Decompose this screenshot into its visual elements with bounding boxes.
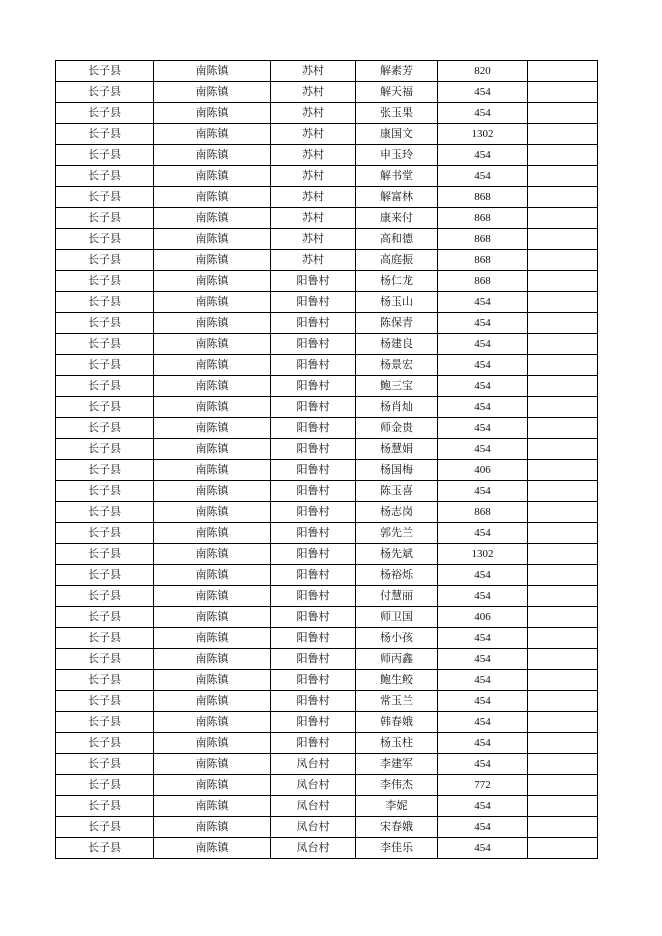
village-cell: 阳鲁村 xyxy=(271,397,356,418)
name-cell: 李妮 xyxy=(356,796,438,817)
note-cell xyxy=(528,628,598,649)
town-cell: 南陈镇 xyxy=(154,460,271,481)
amount-cell: 454 xyxy=(438,439,528,460)
village-cell: 凤台村 xyxy=(271,754,356,775)
name-cell: 杨建良 xyxy=(356,334,438,355)
amount-cell: 454 xyxy=(438,397,528,418)
amount-cell: 454 xyxy=(438,649,528,670)
name-cell: 杨志岗 xyxy=(356,502,438,523)
town-cell: 南陈镇 xyxy=(154,838,271,859)
name-cell: 康来付 xyxy=(356,208,438,229)
county-cell: 长子县 xyxy=(56,418,154,439)
table-row xyxy=(56,544,598,565)
table-body xyxy=(56,61,598,859)
village-cell: 阳鲁村 xyxy=(271,271,356,292)
table-row xyxy=(56,502,598,523)
county-cell: 长子县 xyxy=(56,61,154,82)
note-cell xyxy=(528,838,598,859)
table-row xyxy=(56,439,598,460)
village-cell: 阳鲁村 xyxy=(271,565,356,586)
note-cell xyxy=(528,502,598,523)
note-cell xyxy=(528,670,598,691)
village-cell: 阳鲁村 xyxy=(271,691,356,712)
amount-cell: 772 xyxy=(438,775,528,796)
amount-cell: 1302 xyxy=(438,544,528,565)
table-row xyxy=(56,712,598,733)
county-cell: 长子县 xyxy=(56,565,154,586)
note-cell xyxy=(528,187,598,208)
county-cell: 长子县 xyxy=(56,187,154,208)
amount-cell: 454 xyxy=(438,628,528,649)
table-row xyxy=(56,313,598,334)
name-cell: 高和德 xyxy=(356,229,438,250)
county-cell: 长子县 xyxy=(56,124,154,145)
county-cell: 长子县 xyxy=(56,670,154,691)
amount-cell: 454 xyxy=(438,292,528,313)
table-row xyxy=(56,355,598,376)
name-cell: 解素芳 xyxy=(356,61,438,82)
amount-cell: 454 xyxy=(438,82,528,103)
amount-cell: 454 xyxy=(438,754,528,775)
amount-cell: 454 xyxy=(438,481,528,502)
amount-cell: 454 xyxy=(438,733,528,754)
table-row xyxy=(56,691,598,712)
county-cell: 长子县 xyxy=(56,82,154,103)
town-cell: 南陈镇 xyxy=(154,439,271,460)
name-cell: 解富林 xyxy=(356,187,438,208)
town-cell: 南陈镇 xyxy=(154,376,271,397)
town-cell: 南陈镇 xyxy=(154,796,271,817)
name-cell: 师丙鑫 xyxy=(356,649,438,670)
village-cell: 苏村 xyxy=(271,103,356,124)
name-cell: 付慧丽 xyxy=(356,586,438,607)
village-cell: 阳鲁村 xyxy=(271,376,356,397)
village-cell: 苏村 xyxy=(271,229,356,250)
village-cell: 阳鲁村 xyxy=(271,712,356,733)
town-cell: 南陈镇 xyxy=(154,523,271,544)
town-cell: 南陈镇 xyxy=(154,691,271,712)
note-cell xyxy=(528,712,598,733)
note-cell xyxy=(528,607,598,628)
name-cell: 杨玉柱 xyxy=(356,733,438,754)
table-row xyxy=(56,733,598,754)
name-cell: 张玉果 xyxy=(356,103,438,124)
amount-cell: 868 xyxy=(438,250,528,271)
name-cell: 宋春娥 xyxy=(356,817,438,838)
name-cell: 鲍三宝 xyxy=(356,376,438,397)
amount-cell: 868 xyxy=(438,502,528,523)
table-row xyxy=(56,523,598,544)
village-cell: 阳鲁村 xyxy=(271,334,356,355)
name-cell: 杨仁龙 xyxy=(356,271,438,292)
name-cell: 杨玉山 xyxy=(356,292,438,313)
name-cell: 李佳乐 xyxy=(356,838,438,859)
name-cell: 杨肖灿 xyxy=(356,397,438,418)
county-cell: 长子县 xyxy=(56,145,154,166)
amount-cell: 454 xyxy=(438,670,528,691)
amount-cell: 454 xyxy=(438,103,528,124)
village-cell: 苏村 xyxy=(271,250,356,271)
note-cell xyxy=(528,61,598,82)
table-row xyxy=(56,607,598,628)
note-cell xyxy=(528,292,598,313)
town-cell: 南陈镇 xyxy=(154,313,271,334)
note-cell xyxy=(528,208,598,229)
county-cell: 长子县 xyxy=(56,460,154,481)
table-row xyxy=(56,271,598,292)
village-cell: 苏村 xyxy=(271,187,356,208)
amount-cell: 454 xyxy=(438,523,528,544)
table-row xyxy=(56,586,598,607)
county-cell: 长子县 xyxy=(56,103,154,124)
table-row xyxy=(56,796,598,817)
note-cell xyxy=(528,775,598,796)
table-row xyxy=(56,565,598,586)
table-row xyxy=(56,460,598,481)
village-cell: 阳鲁村 xyxy=(271,313,356,334)
village-cell: 阳鲁村 xyxy=(271,292,356,313)
note-cell xyxy=(528,691,598,712)
county-cell: 长子县 xyxy=(56,355,154,376)
town-cell: 南陈镇 xyxy=(154,397,271,418)
village-cell: 苏村 xyxy=(271,124,356,145)
note-cell xyxy=(528,271,598,292)
note-cell xyxy=(528,334,598,355)
note-cell xyxy=(528,313,598,334)
note-cell xyxy=(528,733,598,754)
table-row xyxy=(56,838,598,859)
county-cell: 长子县 xyxy=(56,817,154,838)
note-cell xyxy=(528,649,598,670)
note-cell xyxy=(528,355,598,376)
village-cell: 苏村 xyxy=(271,166,356,187)
table-row xyxy=(56,229,598,250)
name-cell: 陈保青 xyxy=(356,313,438,334)
town-cell: 南陈镇 xyxy=(154,481,271,502)
table-row xyxy=(56,166,598,187)
town-cell: 南陈镇 xyxy=(154,124,271,145)
county-cell: 长子县 xyxy=(56,439,154,460)
town-cell: 南陈镇 xyxy=(154,544,271,565)
village-cell: 凤台村 xyxy=(271,817,356,838)
amount-cell: 1302 xyxy=(438,124,528,145)
village-cell: 阳鲁村 xyxy=(271,481,356,502)
village-cell: 阳鲁村 xyxy=(271,670,356,691)
amount-cell: 454 xyxy=(438,817,528,838)
county-cell: 长子县 xyxy=(56,250,154,271)
name-cell: 陈玉喜 xyxy=(356,481,438,502)
table-row xyxy=(56,670,598,691)
table-row xyxy=(56,817,598,838)
town-cell: 南陈镇 xyxy=(154,733,271,754)
village-cell: 苏村 xyxy=(271,61,356,82)
county-cell: 长子县 xyxy=(56,313,154,334)
name-cell: 高庭振 xyxy=(356,250,438,271)
table-row xyxy=(56,628,598,649)
note-cell xyxy=(528,481,598,502)
county-cell: 长子县 xyxy=(56,796,154,817)
county-cell: 长子县 xyxy=(56,628,154,649)
county-cell: 长子县 xyxy=(56,166,154,187)
town-cell: 南陈镇 xyxy=(154,292,271,313)
note-cell xyxy=(528,229,598,250)
village-cell: 阳鲁村 xyxy=(271,649,356,670)
name-cell: 杨景宏 xyxy=(356,355,438,376)
amount-cell: 868 xyxy=(438,187,528,208)
county-cell: 长子县 xyxy=(56,502,154,523)
amount-cell: 454 xyxy=(438,691,528,712)
note-cell xyxy=(528,817,598,838)
table-row xyxy=(56,208,598,229)
name-cell: 杨慧娟 xyxy=(356,439,438,460)
name-cell: 解书堂 xyxy=(356,166,438,187)
county-cell: 长子县 xyxy=(56,481,154,502)
town-cell: 南陈镇 xyxy=(154,145,271,166)
name-cell: 杨国梅 xyxy=(356,460,438,481)
name-cell: 常玉兰 xyxy=(356,691,438,712)
table-row xyxy=(56,124,598,145)
town-cell: 南陈镇 xyxy=(154,712,271,733)
town-cell: 南陈镇 xyxy=(154,271,271,292)
amount-cell: 454 xyxy=(438,712,528,733)
county-cell: 长子县 xyxy=(56,229,154,250)
note-cell xyxy=(528,82,598,103)
table-row xyxy=(56,187,598,208)
county-cell: 长子县 xyxy=(56,208,154,229)
village-cell: 阳鲁村 xyxy=(271,523,356,544)
county-cell: 长子县 xyxy=(56,649,154,670)
village-cell: 凤台村 xyxy=(271,796,356,817)
table-row xyxy=(56,775,598,796)
name-cell: 师金贵 xyxy=(356,418,438,439)
town-cell: 南陈镇 xyxy=(154,670,271,691)
name-cell: 李建军 xyxy=(356,754,438,775)
village-cell: 苏村 xyxy=(271,82,356,103)
note-cell xyxy=(528,754,598,775)
table-row xyxy=(56,61,598,82)
town-cell: 南陈镇 xyxy=(154,187,271,208)
note-cell xyxy=(528,439,598,460)
name-cell: 康国文 xyxy=(356,124,438,145)
village-cell: 阳鲁村 xyxy=(271,586,356,607)
table-row xyxy=(56,376,598,397)
amount-cell: 454 xyxy=(438,796,528,817)
town-cell: 南陈镇 xyxy=(154,565,271,586)
table-row xyxy=(56,397,598,418)
note-cell xyxy=(528,460,598,481)
village-cell: 阳鲁村 xyxy=(271,544,356,565)
table-row xyxy=(56,103,598,124)
note-cell xyxy=(528,796,598,817)
town-cell: 南陈镇 xyxy=(154,229,271,250)
amount-cell: 454 xyxy=(438,145,528,166)
amount-cell: 454 xyxy=(438,355,528,376)
county-cell: 长子县 xyxy=(56,334,154,355)
amount-cell: 454 xyxy=(438,376,528,397)
name-cell: 韩春娥 xyxy=(356,712,438,733)
table-row xyxy=(56,292,598,313)
name-cell: 杨先斌 xyxy=(356,544,438,565)
note-cell xyxy=(528,124,598,145)
town-cell: 南陈镇 xyxy=(154,628,271,649)
town-cell: 南陈镇 xyxy=(154,502,271,523)
town-cell: 南陈镇 xyxy=(154,61,271,82)
table-row xyxy=(56,145,598,166)
county-cell: 长子县 xyxy=(56,607,154,628)
table-row xyxy=(56,418,598,439)
town-cell: 南陈镇 xyxy=(154,208,271,229)
note-cell xyxy=(528,103,598,124)
table-row xyxy=(56,82,598,103)
village-cell: 凤台村 xyxy=(271,775,356,796)
county-cell: 长子县 xyxy=(56,376,154,397)
amount-cell: 454 xyxy=(438,565,528,586)
town-cell: 南陈镇 xyxy=(154,418,271,439)
table-row xyxy=(56,649,598,670)
county-cell: 长子县 xyxy=(56,733,154,754)
name-cell: 申玉玲 xyxy=(356,145,438,166)
town-cell: 南陈镇 xyxy=(154,334,271,355)
amount-cell: 454 xyxy=(438,418,528,439)
village-cell: 阳鲁村 xyxy=(271,418,356,439)
county-cell: 长子县 xyxy=(56,838,154,859)
village-cell: 阳鲁村 xyxy=(271,439,356,460)
table-row xyxy=(56,250,598,271)
data-table xyxy=(55,60,598,859)
county-cell: 长子县 xyxy=(56,523,154,544)
town-cell: 南陈镇 xyxy=(154,355,271,376)
note-cell xyxy=(528,565,598,586)
amount-cell: 454 xyxy=(438,313,528,334)
note-cell xyxy=(528,145,598,166)
amount-cell: 454 xyxy=(438,586,528,607)
amount-cell: 868 xyxy=(438,208,528,229)
name-cell: 鲍生鲛 xyxy=(356,670,438,691)
county-cell: 长子县 xyxy=(56,397,154,418)
village-cell: 阳鲁村 xyxy=(271,628,356,649)
town-cell: 南陈镇 xyxy=(154,586,271,607)
note-cell xyxy=(528,397,598,418)
amount-cell: 868 xyxy=(438,229,528,250)
county-cell: 长子县 xyxy=(56,271,154,292)
county-cell: 长子县 xyxy=(56,712,154,733)
note-cell xyxy=(528,586,598,607)
town-cell: 南陈镇 xyxy=(154,250,271,271)
amount-cell: 454 xyxy=(438,334,528,355)
amount-cell: 454 xyxy=(438,166,528,187)
county-cell: 长子县 xyxy=(56,586,154,607)
table-row xyxy=(56,334,598,355)
town-cell: 南陈镇 xyxy=(154,103,271,124)
town-cell: 南陈镇 xyxy=(154,754,271,775)
town-cell: 南陈镇 xyxy=(154,649,271,670)
town-cell: 南陈镇 xyxy=(154,82,271,103)
village-cell: 苏村 xyxy=(271,145,356,166)
amount-cell: 820 xyxy=(438,61,528,82)
amount-cell: 406 xyxy=(438,460,528,481)
note-cell xyxy=(528,166,598,187)
note-cell xyxy=(528,418,598,439)
county-cell: 长子县 xyxy=(56,544,154,565)
name-cell: 杨小孩 xyxy=(356,628,438,649)
village-cell: 阳鲁村 xyxy=(271,460,356,481)
note-cell xyxy=(528,250,598,271)
table-row xyxy=(56,481,598,502)
note-cell xyxy=(528,544,598,565)
name-cell: 杨裕烁 xyxy=(356,565,438,586)
town-cell: 南陈镇 xyxy=(154,775,271,796)
town-cell: 南陈镇 xyxy=(154,817,271,838)
village-cell: 苏村 xyxy=(271,208,356,229)
note-cell xyxy=(528,376,598,397)
county-cell: 长子县 xyxy=(56,292,154,313)
county-cell: 长子县 xyxy=(56,775,154,796)
name-cell: 解天福 xyxy=(356,82,438,103)
name-cell: 郭先兰 xyxy=(356,523,438,544)
table-row xyxy=(56,754,598,775)
name-cell: 师卫国 xyxy=(356,607,438,628)
county-cell: 长子县 xyxy=(56,754,154,775)
amount-cell: 454 xyxy=(438,838,528,859)
county-cell: 长子县 xyxy=(56,691,154,712)
amount-cell: 406 xyxy=(438,607,528,628)
amount-cell: 868 xyxy=(438,271,528,292)
name-cell: 李伟杰 xyxy=(356,775,438,796)
town-cell: 南陈镇 xyxy=(154,607,271,628)
village-cell: 阳鲁村 xyxy=(271,355,356,376)
village-cell: 阳鲁村 xyxy=(271,607,356,628)
village-cell: 阳鲁村 xyxy=(271,733,356,754)
note-cell xyxy=(528,523,598,544)
town-cell: 南陈镇 xyxy=(154,166,271,187)
village-cell: 凤台村 xyxy=(271,838,356,859)
village-cell: 阳鲁村 xyxy=(271,502,356,523)
